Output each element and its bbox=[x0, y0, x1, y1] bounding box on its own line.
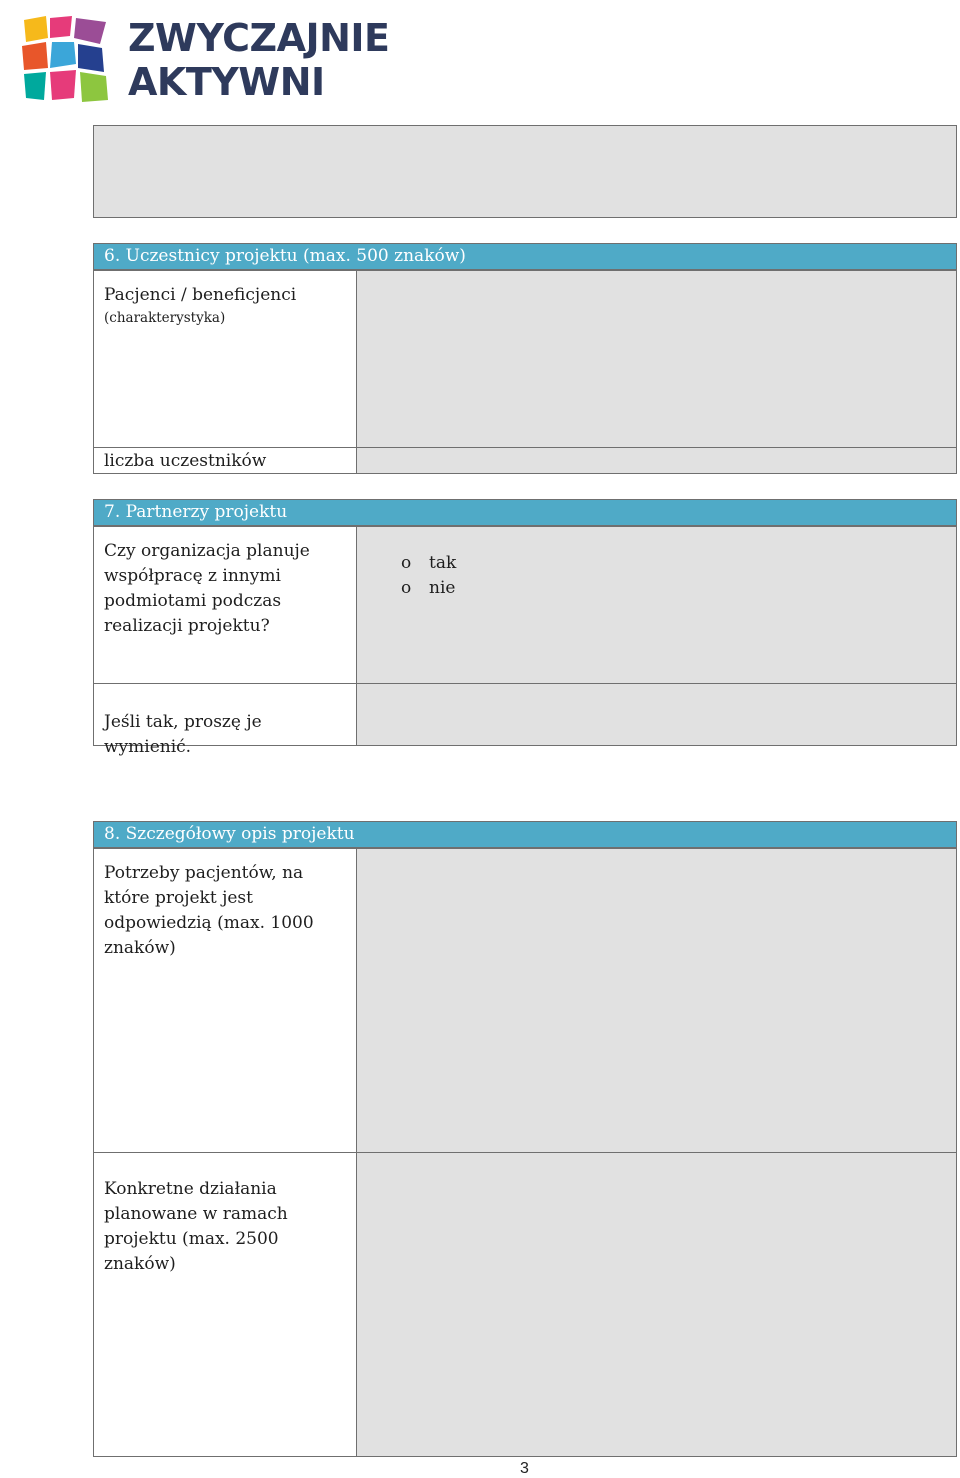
count-field[interactable] bbox=[356, 447, 957, 474]
section-7-header bbox=[93, 499, 957, 526]
option-tak-label: tak bbox=[429, 553, 457, 573]
patients-label: Pacjenci / beneficjenci bbox=[104, 285, 297, 305]
count-label: liczba uczestników bbox=[104, 451, 267, 471]
actions-label: Konkretne działania planowane w ramach projektu (max. 2500 znaków) bbox=[104, 1179, 288, 1274]
needs-label-cell bbox=[93, 848, 357, 1153]
partners-question-cell bbox=[93, 526, 357, 684]
section-6-header bbox=[93, 243, 957, 270]
option-tak[interactable] bbox=[401, 551, 956, 576]
section-8-title: 8. Szczegółowy opis projektu bbox=[104, 824, 355, 844]
logo-mark-icon bbox=[20, 14, 112, 106]
patients-label-cell bbox=[93, 270, 357, 448]
partners-list-label-cell bbox=[93, 683, 357, 757]
needs-label: Potrzeby pacjentów, na które projekt jest odpowiedzią (max. 1000 znaków) bbox=[104, 863, 314, 958]
logo bbox=[20, 14, 420, 106]
section-6-title: 6. Uczestnicy projektu (max. 500 znaków) bbox=[104, 246, 466, 266]
option-nie[interactable] bbox=[401, 576, 956, 601]
option-nie-label: nie bbox=[429, 578, 456, 598]
section-8-header bbox=[93, 821, 957, 848]
count-label-cell bbox=[93, 447, 357, 474]
actions-field[interactable] bbox=[356, 1152, 957, 1457]
previous-answer-field[interactable] bbox=[93, 125, 957, 218]
partners-question: Czy organizacja planuje współpracę z innymi podmiotami podczas realizacji projektu? bbox=[104, 541, 310, 636]
section-7-title: 7. Partnerzy projektu bbox=[104, 502, 288, 522]
patients-sublabel: (charakterystyka) bbox=[104, 310, 226, 326]
partners-list-field[interactable] bbox=[356, 683, 957, 746]
actions-label-cell bbox=[93, 1152, 357, 1457]
patients-field[interactable] bbox=[356, 270, 957, 448]
option-bullet-icon: o bbox=[401, 553, 412, 573]
option-bullet-icon: o bbox=[401, 578, 412, 598]
partners-list-label: Jeśli tak, proszę je wymienić. bbox=[104, 712, 262, 757]
partners-options-cell bbox=[356, 526, 957, 684]
page-number: 3 bbox=[520, 1460, 529, 1477]
logo-line1: ZWYCZAJNIE bbox=[128, 16, 390, 60]
needs-field[interactable] bbox=[356, 848, 957, 1153]
logo-line2: AKTYWNI bbox=[128, 60, 325, 104]
